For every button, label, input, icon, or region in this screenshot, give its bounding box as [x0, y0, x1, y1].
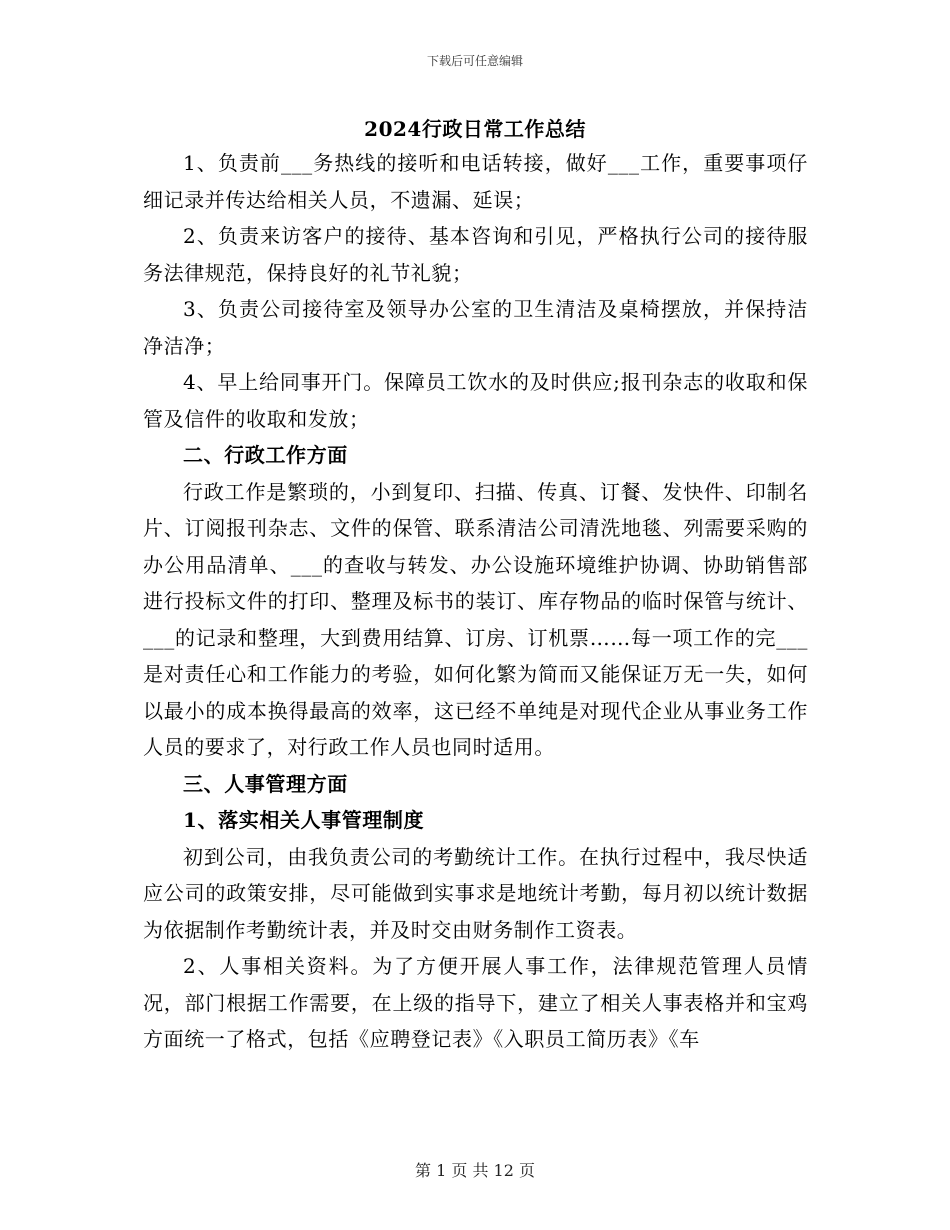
section-heading-admin: 二、行政工作方面	[183, 443, 348, 467]
paragraph-duty-3: 3、负责公司接待室及领导办公室的卫生清洁及桌椅摆放，并保持洁净洁净；	[143, 297, 808, 358]
subsection-heading-hr-policy: 1、落实相关人事管理制度	[183, 808, 425, 832]
header-note: 下载后可任意编辑	[426, 54, 523, 68]
paragraph-duty-1: 1、负责前___务热线的接听和电话转接，做好___工作，重要事项仔细记录并传达给相关人员，不遗漏、延误；	[143, 151, 808, 212]
paragraph-admin-work: 行政工作是繁琐的，小到复印、扫描、传真、订餐、发快件、印制名片、订阅报刊杂志、文件的保管、联系清洁公司清洗地毯、列需要采购的办公用品清单、___的查收与转发、办公设施环境维护协调、协助销售部进行投标文件的打印、整理及标书的装订、库存物品的临时保管与统计、___的记录和整理，大到费用结算、订房、订机票……每一项工作的完___是对责任心和工作能力的考验，如何化繁为简而又能保证万无一失，如何以最小的成本换得最高的效率，这已经不单纯是对现代企业从事业务工作人员的要求了，对行政工作人员也同时适用。	[143, 479, 808, 759]
paragraph-hr-records: 2、人事相关资料。为了方便开展人事工作，法律规范管理人员情况，部门根据工作需要，在上级的指导下，建立了相关人事表格并和宝鸡方面统一了格式，包括《应聘登记表》《入职员工简历表》《车	[143, 954, 808, 1051]
document-title: 2024行政日常工作总结	[364, 117, 586, 141]
page-number: 第 1 页 共 12 页	[415, 1161, 535, 1180]
document-body	[143, 145, 808, 1058]
section-heading-hr: 三、人事管理方面	[183, 771, 348, 796]
paragraph-duty-4: 4、早上给同事开门。保障员工饮水的及时供应;报刊杂志的收取和保管及信件的收取和发放；	[143, 370, 808, 431]
paragraph-attendance: 初到公司，由我负责公司的考勤统计工作。在执行过程中，我尽快适应公司的政策安排，尽可能做到实事求是地统计考勤，每月初以统计数据为依据制作考勤统计表，并及时交由财务制作工资表。	[143, 844, 808, 942]
paragraph-duty-2: 2、负责来访客户的接待、基本咨询和引见，严格执行公司的接待服务法律规范，保持良好的礼节礼貌；	[143, 224, 808, 285]
